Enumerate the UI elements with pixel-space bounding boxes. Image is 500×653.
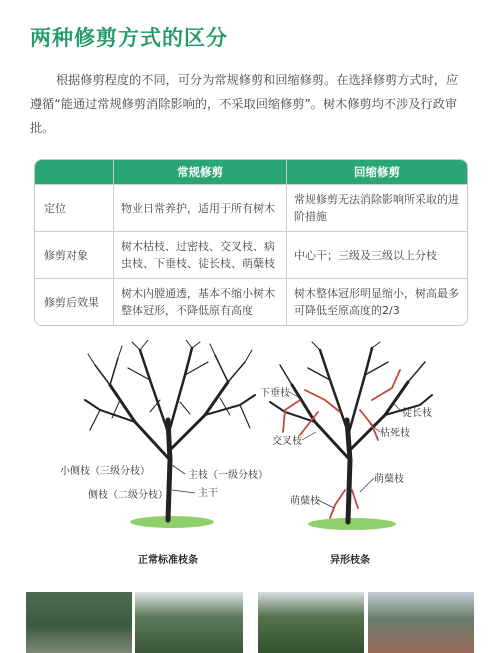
comparison-table [34,159,468,326]
label-drooping-branch: 下垂枝 [260,388,290,399]
header-regular: 常规修剪 [114,160,287,185]
cell-shrink: 中心干；三级及三级以上分枝 [287,232,468,279]
row-label: 定位 [35,185,114,232]
cell-regular: 树木内膛通透，基本不缩小树木整体冠形，不降低原有高度 [114,279,287,326]
caption-normal-tree: 正常标准枝条 [138,555,198,566]
caption-abnormal-tree: 异形枝条 [330,555,370,566]
label-sucker-branch-right: 萌蘖枝 [374,474,404,485]
label-trunk: 主干 [198,488,218,499]
tree-diagrams [0,340,500,570]
table-row [35,185,467,232]
photo-tree-1 [26,592,132,653]
label-main-branch: 主枝（一级分枝） [188,470,268,481]
table-row [35,279,467,326]
page-title: 两种修剪方式的区分 [30,26,228,50]
intro-paragraph: 根据修剪程度的不同，可分为常规修剪和回缩修剪。在选择修剪方式时，应遵循“能通过常规修剪消除影响的，不采取回缩修剪”。树木修剪均不涉及行政审批。 [30,73,459,135]
label-dead-branch: 枯死枝 [380,428,410,439]
label-overgrown-branch: 徒长枝 [402,408,432,419]
cell-shrink: 常规修剪无法消除影响所采取的进阶措施 [287,185,468,232]
header-empty [35,160,114,185]
photo-tree-3 [258,592,364,653]
table-row [35,232,467,279]
cell-regular: 树木枯枝、过密枝、交叉枝、病虫枝、下垂枝、徒长枝、萌蘖枝 [114,232,287,279]
cell-regular: 物业日常养护，适用于所有树木 [114,185,287,232]
table-header-row [35,160,467,185]
header-shrink: 回缩修剪 [287,160,468,185]
label-side-branch: 侧枝（二级分枝） [88,490,168,501]
row-label: 修剪后效果 [35,279,114,326]
cell-shrink: 树木整体冠形明显缩小，树高最多可降低至原高度的2/3 [287,279,468,326]
label-crossing-branch: 交叉枝 [272,436,302,447]
photo-tree-2 [135,592,243,653]
photo-tree-4 [368,592,474,653]
label-small-side-branch: 小侧枝（三级分枝） [60,466,150,477]
row-label: 修剪对象 [35,232,114,279]
label-sucker-branch-left: 萌蘖枝 [290,496,320,507]
